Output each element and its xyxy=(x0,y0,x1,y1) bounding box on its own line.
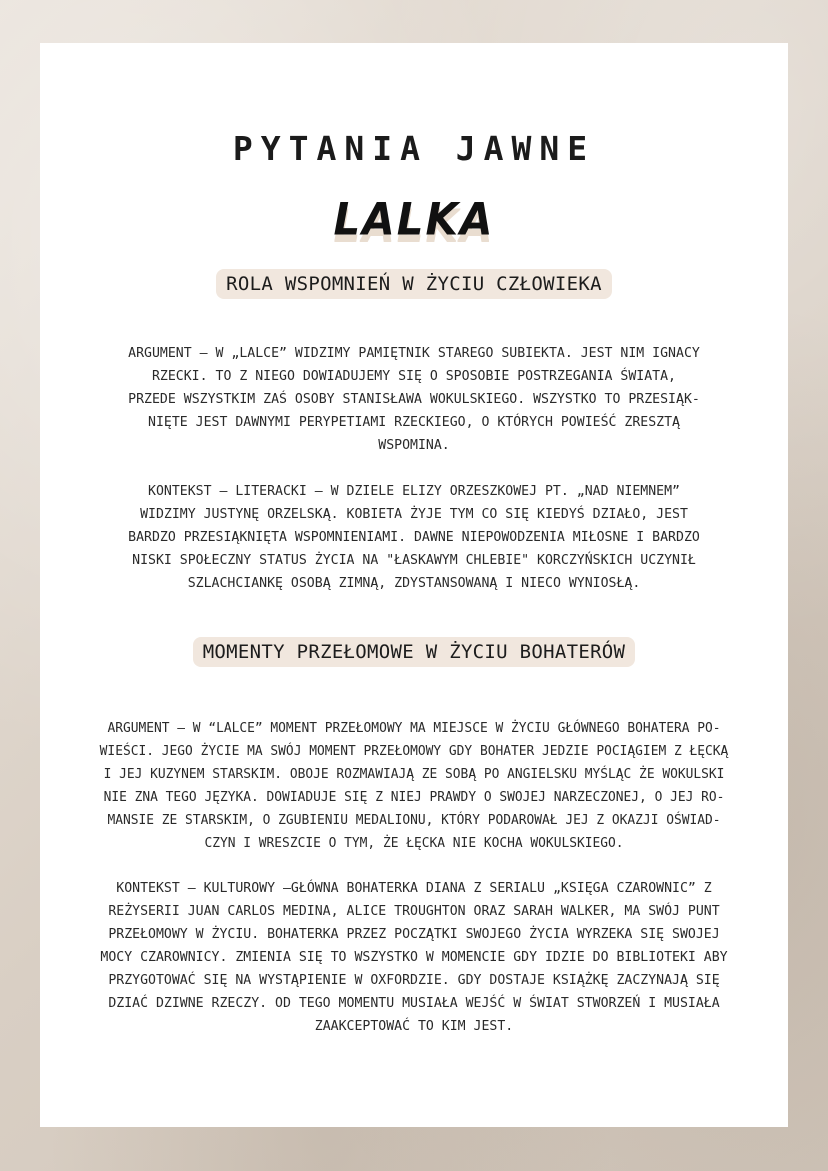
page-title: PYTANIA JAWNE xyxy=(232,129,596,168)
paragraph-line: ZAAKCEPTOWAĆ TO KIM JEST. xyxy=(314,1019,514,1034)
section-heading-memories: ROLA WSPOMNIEŃ W ŻYCIU CZŁOWIEKA xyxy=(216,269,612,299)
section-heading-turning-points: MOMENTY PRZEŁOMOWE W ŻYCIU BOHATERÓW xyxy=(193,637,636,667)
paragraph-line: WIEŚCI. JEGO ŻYCIE MA SWÓJ MOMENT PRZEŁOMOWY GDY BOHATER JEDZIE POCIĄGIEM Z ŁĘCKĄ xyxy=(99,744,729,759)
paragraph-line: RZECKI. TO Z NIEGO DOWIADUJEMY SIĘ O SPOSOBIE POSTRZEGANIA ŚWIATA, xyxy=(151,369,676,384)
paragraph-context-memories xyxy=(56,480,772,595)
paragraph-line: ARGUMENT – W “LALCE” MOMENT PRZEŁOMOWY MA MIEJSCE W ŻYCIU GŁÓWNEGO BOHATERA PO- xyxy=(107,721,721,736)
paragraph-line: KONTEKST – KULTUROWY –GŁÓWNA BOHATERKA DIANA Z SERIALU „KSIĘGA CZAROWNIC” Z xyxy=(116,881,712,896)
paragraph-line: PRZEŁOMOWY W ŻYCIU. BOHATERKA PRZEZ POCZĄTKI SWOJEGO ŻYCIA WYRZEKA SIĘ SWOJEJ xyxy=(108,927,720,942)
paragraph-line: WSPOMINA. xyxy=(378,438,450,453)
subtitle-wrapper xyxy=(40,195,788,244)
paragraph-line: CZYN I WRESZCIE O TYM, ŻE ŁĘCKA NIE KOCHA WOKULSKIEGO. xyxy=(204,836,624,851)
document-page xyxy=(40,43,788,1127)
paragraph-line: SZLACHCIANKĘ OSOBĄ ZIMNĄ, ZDYSTANSOWANĄ I NIECO WYNIOSŁĄ. xyxy=(187,576,641,591)
page-subtitle: LALKA xyxy=(333,193,495,246)
paragraph-line: KONTEKST – LITERACKI – W DZIELE ELIZY ORZESZKOWEJ PT. „NAD NIEMNEM” xyxy=(148,484,680,499)
section-heading-wrapper xyxy=(40,269,788,299)
paragraph-line: DZIAĆ DZIWNE RZECZY. OD TEGO MOMENTU MUSIAŁA WEJŚĆ W ŚWIAT STWORZEŃ I MUSIAŁA xyxy=(108,996,720,1011)
paragraph-line: MOCY CZAROWNICY. ZMIENIA SIĘ TO WSZYSTKO W MOMENCIE GDY IDZIE DO BIBLIOTEKI ABY xyxy=(100,950,728,965)
paragraph-line: NIĘTE JEST DAWNYMI PERYPETIAMI RZECKIEGO, O KTÓRYCH POWIEŚĆ ZRESZTĄ xyxy=(148,415,680,430)
paragraph-line: WIDZIMY JUSTYNĘ ORZELSKĄ. KOBIETA ŻYJE TYM CO SIĘ KIEDYŚ DZIAŁO, JEST xyxy=(140,507,688,522)
paragraph-line: NIE ZNA TEGO JĘZYKA. DOWIADUJE SIĘ Z NIEJ PRAWDY O SWOJEJ NARZECZONEJ, O JEJ RO- xyxy=(103,790,725,805)
section-heading-wrapper xyxy=(40,637,788,667)
paragraph-line: MANSIE ZE STARSKIM, O ZGUBIENIU MEDALIONU, KTÓRY PODAROWAŁ JEJ Z OKAZJI OŚWIAD- xyxy=(107,813,721,828)
paragraph-line: REŻYSERII JUAN CARLOS MEDINA, ALICE TROUGHTON ORAZ SARAH WALKER, MA SWÓJ PUNT xyxy=(108,904,720,919)
paragraph-context-turning-points xyxy=(50,877,778,1038)
paragraph-line: PRZEDE WSZYSTKIM ZAŚ OSOBY STANISŁAWA WOKULSKIEGO. WSZYSTKO TO PRZESIĄK- xyxy=(128,392,700,407)
paragraph-argument-memories xyxy=(56,342,772,457)
paragraph-line: ARGUMENT – W „LALCE” WIDZIMY PAMIĘTNIK STAREGO SUBIEKTA. JEST NIM IGNACY xyxy=(128,346,700,361)
paragraph-line: NISKI SPOŁECZNY STATUS ŻYCIA NA "ŁASKAWYM CHLEBIE" KORCZYŃSKICH UCZYNIŁ xyxy=(132,553,696,568)
paragraph-line: PRZYGOTOWAĆ SIĘ NA WYSTĄPIENIE W OXFORDZIE. GDY DOSTAJE KSIĄŻKĘ ZACZYNAJĄ SIĘ xyxy=(108,973,720,988)
paragraph-line: BARDZO PRZESIĄKNIĘTA WSPOMNIENIAMI. DAWNE NIEPOWODZENIA MIŁOSNE I BARDZO xyxy=(128,530,700,545)
paragraph-line: I JEJ KUZYNEM STARSKIM. OBOJE ROZMAWIAJĄ ZE SOBĄ PO ANGIELSKU MYŚLĄC ŻE WOKULSKI xyxy=(103,767,725,782)
paragraph-argument-turning-points xyxy=(46,717,782,855)
